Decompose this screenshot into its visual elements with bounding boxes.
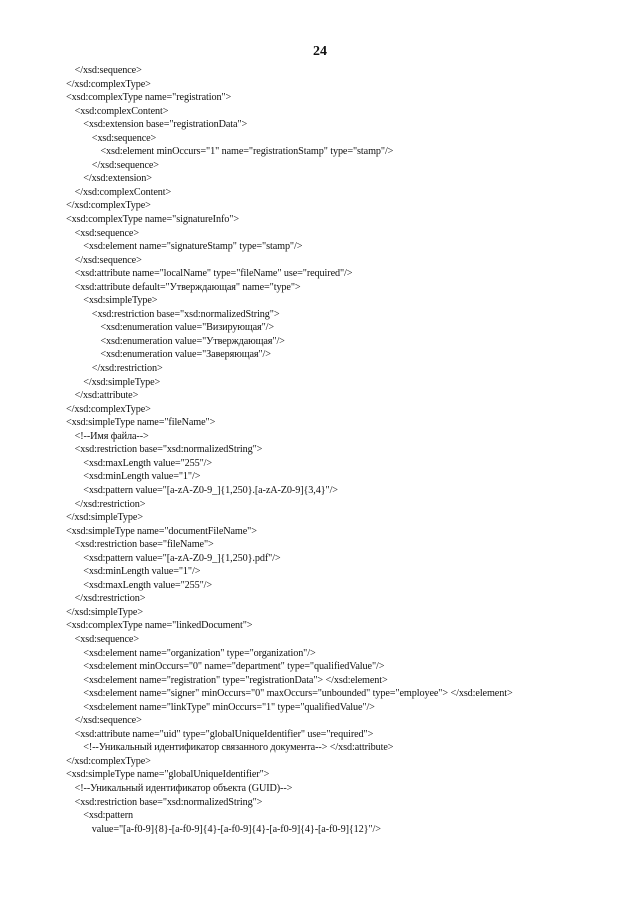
code-line: <xsd:simpleType name="documentFileName"> xyxy=(66,525,257,537)
code-line: <xsd:complexType name="linkedDocument"> xyxy=(66,620,253,632)
code-line: </xsd:extension> xyxy=(83,173,152,185)
code-line: <xsd:element name="registration" type="registrationData"> </xsd:element> xyxy=(83,674,388,686)
code-line: <xsd:restriction base="fileName"> xyxy=(74,539,214,551)
code-line: </xsd:complexContent> xyxy=(74,186,172,198)
code-line: <!--Уникальный идентификатор связанного документа--> </xsd:attribute> xyxy=(83,742,394,754)
code-line: </xsd:sequence> xyxy=(74,254,142,266)
code-line: <xsd:element minOccurs="0" name="department" type="qualifiedValue"/> xyxy=(83,661,385,673)
code-line: <xsd:enumeration value="Визирующая"/> xyxy=(100,322,275,334)
code-line: <xsd:attribute default="Утверждающая" name="type"> xyxy=(74,281,301,293)
code-line: <xsd:sequence> xyxy=(74,633,139,645)
code-line: <xsd:pattern xyxy=(83,810,133,822)
code-line: <xsd:enumeration value="Заверяющая"/> xyxy=(100,349,271,361)
code-line: </xsd:restriction> xyxy=(74,593,146,605)
code-line: </xsd:sequence> xyxy=(74,65,142,76)
code-line: </xsd:complexType> xyxy=(66,755,151,767)
code-line: <xsd:element name="signer" minOccurs="0" maxOccurs="unbounded" type="employee"> </xsd:element> xyxy=(83,688,513,700)
code-line: </xsd:simpleType> xyxy=(66,512,143,524)
code-line: </xsd:attribute> xyxy=(74,390,139,402)
code-line: </xsd:complexType> xyxy=(66,403,151,415)
code-line: </xsd:complexType> xyxy=(66,78,151,90)
code-line: <xsd:restriction base="xsd:normalizedString"> xyxy=(74,444,263,456)
code-line: <!--Уникальный идентификатор объекта (GUID)--> xyxy=(74,782,293,794)
code-line: <xsd:attribute name="uid" type="globalUniqueIdentifier" use="required"> xyxy=(74,728,374,740)
code-line: <xsd:extension base="registrationData"> xyxy=(83,119,248,131)
code-line: <!--Имя файла--> xyxy=(74,430,149,442)
xml-schema-listing xyxy=(66,64,626,836)
code-line: <xsd:element name="signatureStamp" type="stamp"/> xyxy=(83,241,303,253)
code-line: <xsd:restriction base="xsd:normalizedString"> xyxy=(91,308,280,320)
code-line: <xsd:complexType name="registration"> xyxy=(66,92,232,104)
code-line: <xsd:minLength value="1"/> xyxy=(83,471,201,483)
code-line: <xsd:complexType name="signatureInfo"> xyxy=(66,214,239,226)
code-line: <xsd:element minOccurs="1" name="registrationStamp" type="stamp"/> xyxy=(100,146,394,158)
code-line: <xsd:element name="linkType" minOccurs="1" type="qualifiedValue"/> xyxy=(83,701,375,713)
code-line: </xsd:restriction> xyxy=(91,363,163,375)
code-line: <xsd:element name="organization" type="organization"/> xyxy=(83,647,316,659)
code-line: <xsd:pattern value="[a-zA-Z0-9_]{1,250}.[a-zA-Z0-9]{3,4}"/> xyxy=(83,484,338,496)
code-line: </xsd:sequence> xyxy=(91,159,159,171)
code-line: </xsd:simpleType> xyxy=(83,376,161,388)
code-line: </xsd:complexType> xyxy=(66,200,151,212)
code-line: <xsd:minLength value="1"/> xyxy=(83,566,201,578)
code-line: </xsd:sequence> xyxy=(74,715,142,727)
code-line: <xsd:complexContent> xyxy=(74,105,169,117)
code-line: <xsd:simpleType name="globalUniqueIdentifier"> xyxy=(66,769,270,781)
code-line: <xsd:sequence> xyxy=(91,132,157,144)
code-line: <xsd:enumeration value="Утверждающая"/> xyxy=(100,335,285,347)
code-line: <xsd:simpleType> xyxy=(83,295,158,307)
code-line: </xsd:simpleType> xyxy=(66,606,143,618)
code-line: <xsd:restriction base="xsd:normalizedString"> xyxy=(74,796,263,808)
code-line: <xsd:simpleType name="fileName"> xyxy=(66,417,216,429)
code-line: <xsd:sequence> xyxy=(74,227,139,239)
code-line: <xsd:attribute name="localName" type="fileName" use="required"/> xyxy=(74,268,353,280)
code-line: <xsd:pattern value="[a-zA-Z0-9_]{1,250}.pdf"/> xyxy=(83,552,281,564)
scan-mark xyxy=(311,859,314,864)
code-line: <xsd:maxLength value="255"/> xyxy=(83,579,213,591)
code-line: </xsd:restriction> xyxy=(74,498,146,510)
code-line: <xsd:maxLength value="255"/> xyxy=(83,457,213,469)
code-line: value="[a-f0-9]{8}-[a-f0-9]{4}-[a-f0-9]{4}-[a-f0-9]{4}-[a-f0-9]{12}"/> xyxy=(91,823,381,835)
page-number: 24 xyxy=(313,44,327,59)
